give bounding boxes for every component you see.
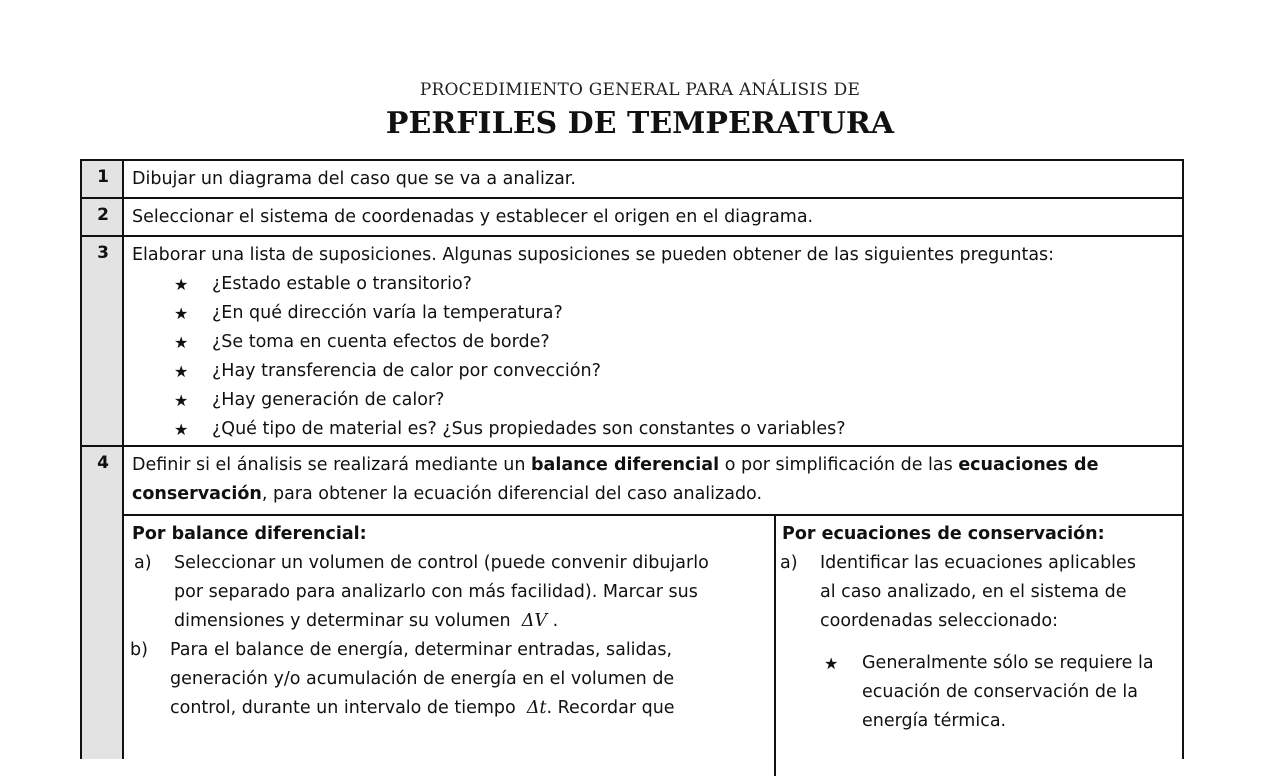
document-subtitle: PROCEDIMIENTO GENERAL PARA ANÁLISIS DE [419,80,861,100]
question-item: ¿Hay generación de calor? [212,390,445,410]
row-divider [82,235,1182,237]
step-number: 3 [97,243,109,263]
list-marker: a) [780,553,798,573]
star-icon: ★ [174,391,189,410]
balance-a-line: por separado para analizarlo con más facilidad). Marcar sus [174,582,698,602]
star-icon: ★ [174,333,189,352]
star-icon: ★ [174,362,189,381]
column-divider [774,516,776,776]
step-number: 4 [97,453,109,473]
step-text: Elaborar una lista de suposiciones. Algunas suposiciones se pueden obtener de las siguientes preguntas: [132,245,1055,265]
step-number: 2 [97,205,109,225]
balance-heading: Por balance diferencial: [132,524,367,544]
step-text: Seleccionar el sistema de coordenadas y establecer el origen en el diagrama. [132,207,814,227]
method-subtable [124,514,1182,774]
conservation-heading: Por ecuaciones de conservación: [782,524,1105,544]
step-text: Dibujar un diagrama del caso que se va a analizar. [132,169,576,189]
delta-v-symbol: ΔV [521,611,548,631]
balance-b-line: Para el balance de energía, determinar entradas, salidas, [170,640,673,660]
balance-a-line: Seleccionar un volumen de control (puede convenir dibujarlo [174,553,709,573]
steps-table [80,159,1184,759]
question-item: ¿Qué tipo de material es? ¿Sus propiedades son constantes o variables? [212,419,846,439]
conservation-star-line: Generalmente sólo se requiere la [862,653,1154,673]
balance-b-line: generación y/o acumulación de energía en el volumen de [170,669,675,689]
step-text-line: conservación, para obtener la ecuación diferencial del caso analizado. [132,484,763,504]
conservation-a-line: Identificar las ecuaciones aplicables [820,553,1136,573]
star-icon: ★ [174,420,189,439]
balance-a-line: dimensiones y determinar su volumen ΔV . [174,611,559,631]
star-icon: ★ [174,275,189,294]
conservation-star-line: energía térmica. [862,711,1007,731]
delta-t-symbol: Δt [526,698,547,718]
question-item: ¿Hay transferencia de calor por convección? [212,361,601,381]
star-icon: ★ [824,654,839,673]
row-divider [82,445,1182,447]
row-divider [82,197,1182,199]
conservation-star-line: ecuación de conservación de la [862,682,1138,702]
step-text-line: Definir si el ánalisis se realizará mediante un balance diferencial o por simplificación de las ecuaciones de [132,455,1099,475]
conservation-a-line: coordenadas seleccionado: [820,611,1058,631]
list-marker: a) [134,553,152,573]
conservation-a-line: al caso analizado, en el sistema de [820,582,1127,602]
step-number: 1 [97,167,109,187]
question-item: ¿En qué dirección varía la temperatura? [212,303,563,323]
question-item: ¿Estado estable o transitorio? [212,274,472,294]
question-item: ¿Se toma en cuenta efectos de borde? [212,332,550,352]
list-marker: b) [130,640,148,660]
document-title: PERFILES DE TEMPERATURA [385,106,895,141]
balance-b-line: control, durante un intervalo de tiempo Δt. Recordar que [170,698,675,718]
star-icon: ★ [174,304,189,323]
